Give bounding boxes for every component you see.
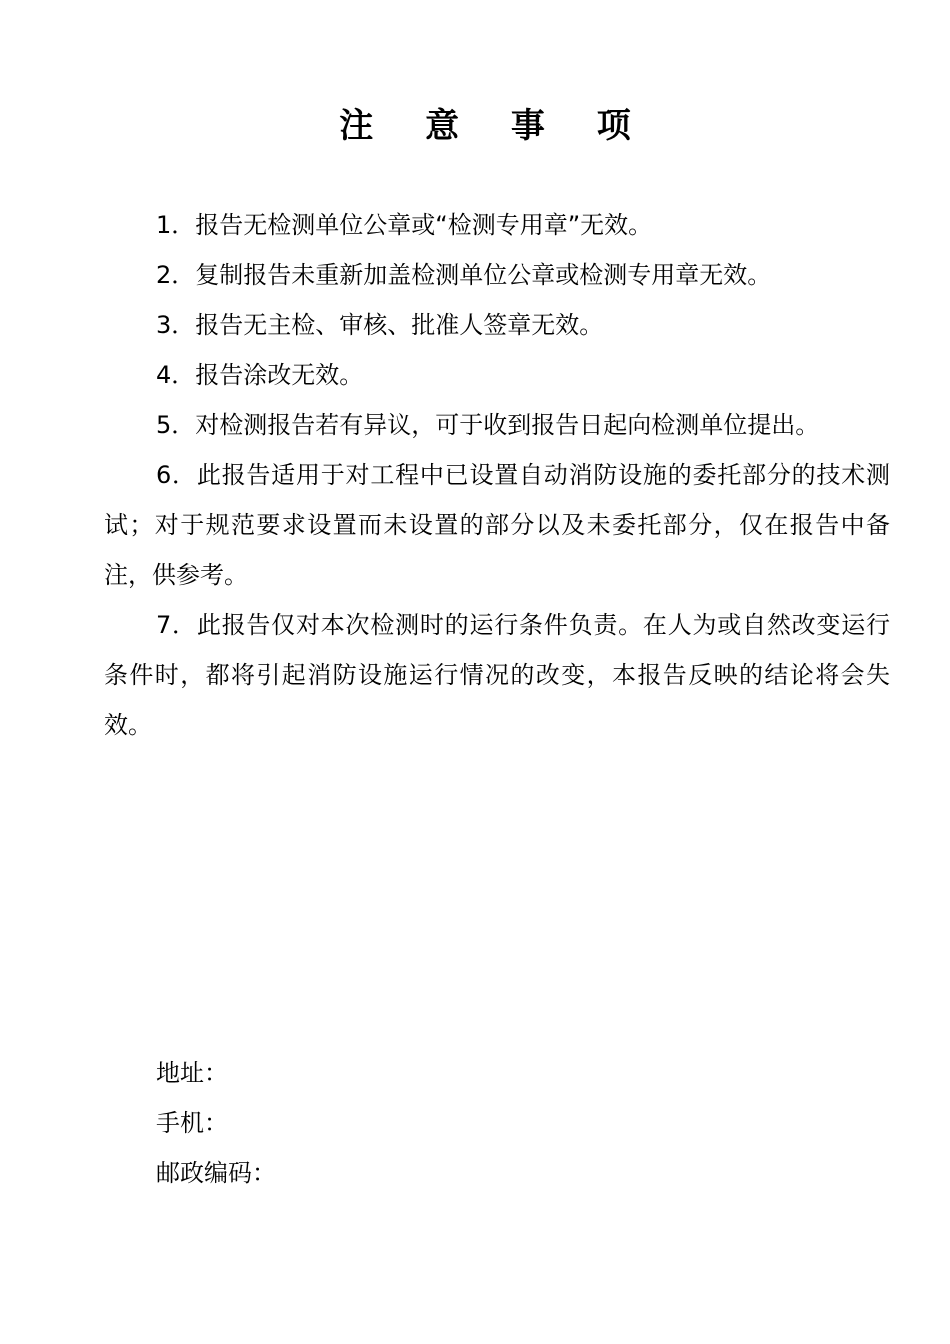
note-item: 2．复制报告未重新加盖检测单位公章或检测专用章无效。 xyxy=(156,261,772,289)
page-title: 注 意 事 项 xyxy=(339,106,651,146)
note-item: 5．对检测报告若有异议，可于收到报告日起向检测单位提出。 xyxy=(156,411,820,439)
postcode-label: 邮政编码： xyxy=(156,1159,276,1187)
phone-label: 手机： xyxy=(156,1109,228,1137)
address-label: 地址： xyxy=(156,1059,228,1087)
note-item: 6．此报告适用于对工程中已设置自动消防设施的委托部分的技术测试；对于规范要求设置而未设置的部分以及未委托部分，仅在报告中备注，供参考。 xyxy=(104,461,890,589)
note-item: 7．此报告仅对本次检测时的运行条件负责。在人为或自然改变运行条件时，都将引起消防设施运行情况的改变，本报告反映的结论将会失效。 xyxy=(104,611,890,739)
notes-list xyxy=(104,200,890,750)
note-item: 3．报告无主检、审核、批准人签章无效。 xyxy=(156,311,604,339)
note-item: 1．报告无检测单位公章或“检测专用章”无效。 xyxy=(156,211,653,239)
note-item: 4．报告涂改无效。 xyxy=(156,361,364,389)
contact-info xyxy=(156,1048,756,1198)
